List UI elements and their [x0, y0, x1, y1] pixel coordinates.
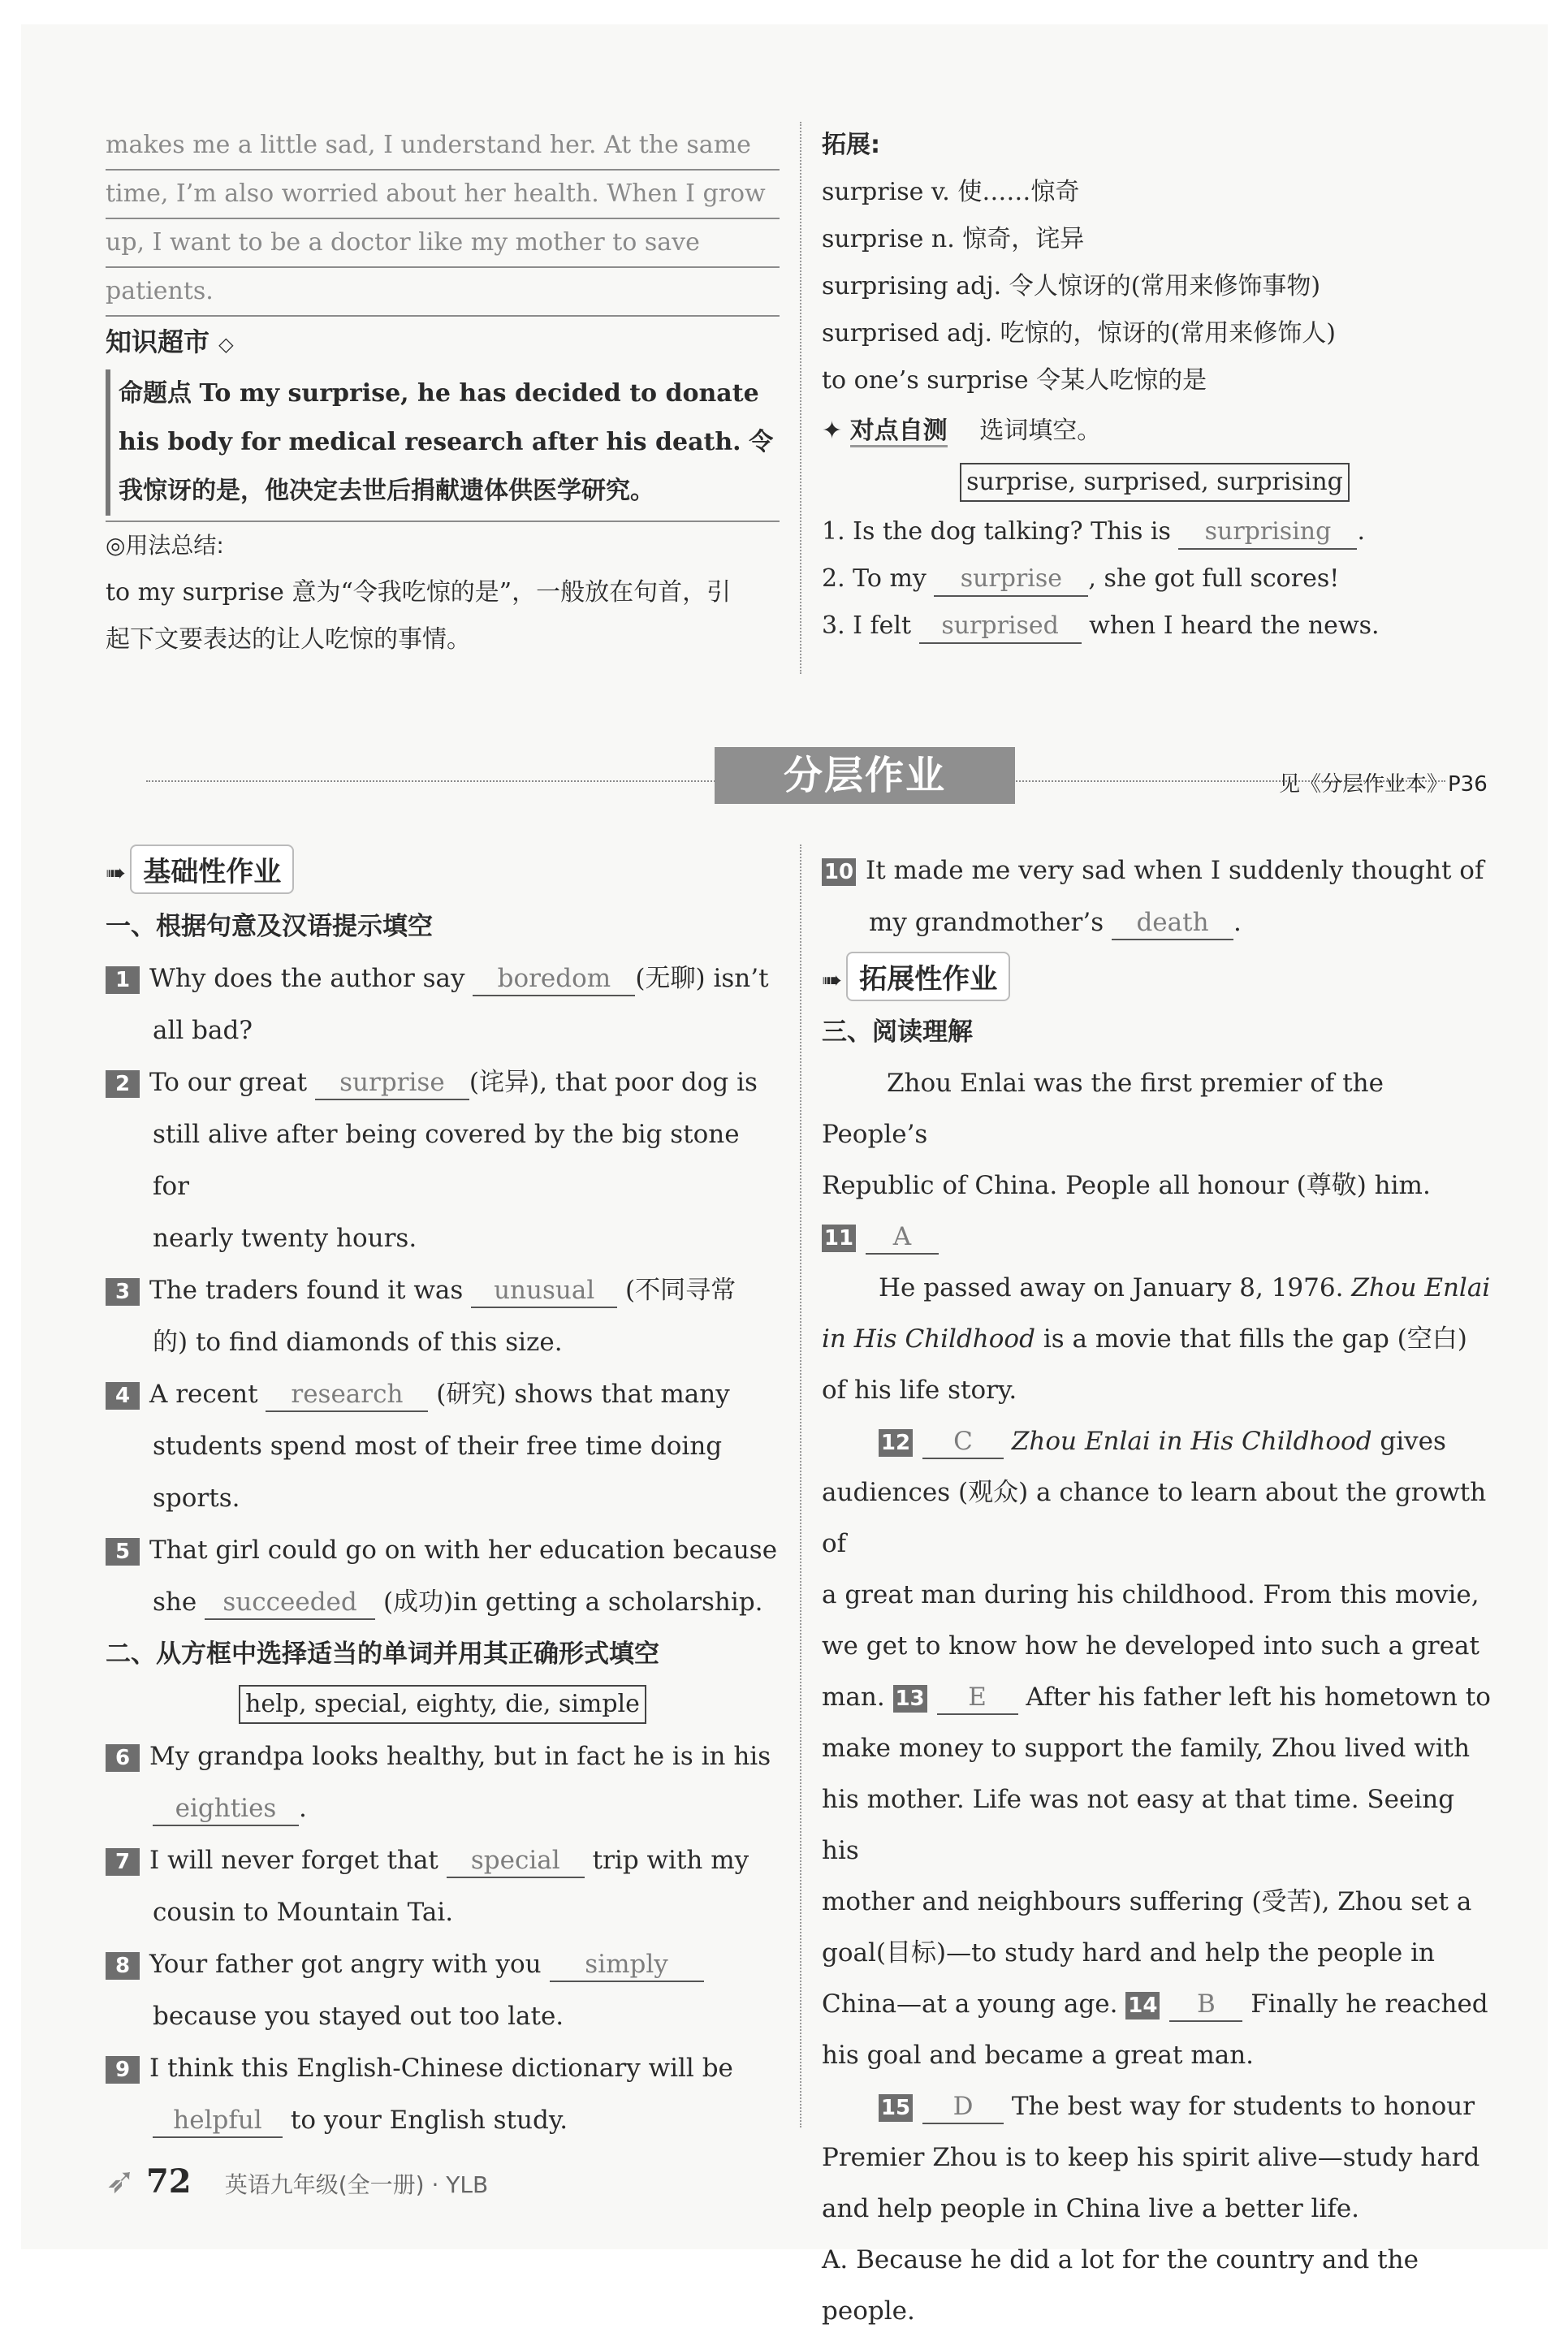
passage-line: his mother. Life was not easy at that time. Seeing his: [822, 1785, 1455, 1865]
question-hint: (无聊): [635, 964, 706, 993]
question-text: my grandmother’s: [869, 908, 1104, 937]
passage-line: man.: [822, 1683, 885, 1712]
question-text: sports.: [153, 1484, 240, 1513]
passage-line: mother and neighbours suffering (受苦), Zhou set a: [822, 1887, 1472, 1916]
extension-item: to one’s surprise 令某人吃惊的是: [822, 366, 1207, 395]
passage-line: He passed away on January 8, 1976.: [879, 1273, 1344, 1302]
answer-blank[interactable]: surprise: [315, 1066, 469, 1100]
handwritten-passage: [106, 122, 780, 317]
question-text: when I heard the news.: [1089, 611, 1380, 640]
diamond-icon: ◇: [218, 333, 234, 356]
selftest-label: 对点自测: [850, 417, 948, 447]
answer-blank[interactable]: A: [866, 1220, 939, 1255]
page-number: 72: [145, 2162, 192, 2201]
basic-title: 基础性作业: [130, 845, 294, 894]
question-text: all bad?: [153, 1016, 253, 1045]
question-text: students spend most of their free time doing: [153, 1432, 723, 1461]
answer-blank[interactable]: boredom: [473, 962, 635, 996]
answer-blank[interactable]: E: [937, 1681, 1018, 1715]
part2-title: 二、从方框中选择适当的单词并用其正确形式填空: [106, 1639, 659, 1669]
passage-line: make money to support the family, Zhou lived with: [822, 1734, 1471, 1763]
question-text: .: [1233, 908, 1242, 937]
passage-line: and help people in China live a better life.: [822, 2194, 1360, 2223]
usage-text-1: to my surprise 意为“令我吃惊的是”，一般放在句首，引: [106, 578, 732, 607]
movie-title: Zhou Enlai: [1351, 1273, 1491, 1302]
question-text: Why does the author say: [149, 964, 465, 993]
question-text: 的) to find diamonds of this size.: [153, 1328, 563, 1357]
passage-line: his goal and became a great man.: [822, 2041, 1255, 2070]
question-number: 7: [106, 1848, 140, 1876]
question-3: [106, 1264, 780, 1316]
question-number: 2: [106, 1070, 140, 1098]
question-hint: (诧异): [469, 1068, 540, 1097]
question-7: [106, 1834, 780, 1886]
passage-line: we get to know how he developed into such a great: [822, 1631, 1479, 1661]
question-text: trip with my: [592, 1846, 749, 1875]
question-number: 13: [893, 1685, 927, 1713]
passage-line: goal(目标)—to study hard and help the people in: [822, 1938, 1435, 1968]
extension-item: surprising adj. 令人惊讶的(常用来修饰事物): [822, 272, 1321, 300]
question-5: [106, 1524, 780, 1576]
option-a: A. Because he did a lot for the country and the people.: [822, 2245, 1419, 2326]
question-number: 12: [879, 1429, 913, 1457]
answer-blank[interactable]: eighties: [153, 1792, 299, 1826]
question-2: [106, 1056, 780, 1108]
movie-title: Zhou Enlai in His Childhood: [1011, 1427, 1372, 1456]
passage-line: Finally he reached: [1251, 1989, 1488, 2019]
question-number: 4: [106, 1382, 140, 1410]
question-text: because you stayed out too late.: [153, 2002, 564, 2031]
question-text: shows that many: [514, 1380, 730, 1409]
question-text: to your English study.: [290, 2106, 568, 2135]
handwritten-line: makes me a little sad, I understand her. At the same: [106, 122, 780, 171]
basic-homework-column: [106, 845, 780, 2146]
usage-text-2: 起下文要表达的让人吃惊的事情。: [106, 625, 471, 654]
question-text: My grandpa looks healthy, but in fact he is in his: [149, 1742, 771, 1771]
passage-line: is a movie that fills the gap (空白): [1043, 1324, 1467, 1354]
answer-blank[interactable]: death: [1112, 906, 1233, 940]
question-text: nearly twenty hours.: [153, 1224, 417, 1253]
question-text: Your father got angry with you: [149, 1950, 542, 1979]
sparkle-icon: ✦: [822, 417, 843, 445]
knowledge-title: 知识超市: [106, 326, 210, 357]
topic-sentence-zh: 令我惊讶的是，他决定去世后捐献遗体供医学研究。: [119, 428, 774, 505]
question-1: [106, 953, 780, 1004]
bird-logo-icon: ➶: [106, 2160, 136, 2201]
question-text: A recent: [149, 1380, 258, 1409]
section-banner: 分层作业: [715, 747, 1015, 804]
question-text: It made me very sad when I suddenly thought of: [866, 856, 1484, 885]
passage-line: of his life story.: [822, 1376, 1017, 1405]
extension-item: surprised adj. 吃惊的，惊讶的(常用来修饰人): [822, 319, 1336, 348]
question-text: she: [153, 1588, 197, 1617]
passage-line: Premier Zhou is to keep his spirit alive—study hard: [822, 2143, 1480, 2172]
question-10: [822, 845, 1496, 896]
answer-blank[interactable]: helpful: [153, 2104, 283, 2138]
question-hint: (成功): [382, 1588, 454, 1617]
question-text: .: [1357, 517, 1366, 546]
reading-passage: [822, 1058, 1496, 2337]
handwritten-line: up, I want to be a doctor like my mother to save: [106, 219, 780, 268]
answer-blank[interactable]: succeeded: [205, 1586, 375, 1620]
question-text: I think this English-Chinese dictionary will be: [149, 2054, 733, 2083]
question-text: cousin to Mountain Tai.: [153, 1898, 454, 1927]
movie-title: in His Childhood: [822, 1324, 1035, 1354]
column-divider: [800, 122, 801, 674]
passage-line: Republic of China. People all honour (尊敬) him.: [822, 1171, 1431, 1200]
extension-title: 拓展:: [822, 131, 880, 159]
question-6: [106, 1730, 780, 1782]
question-hint: (不同寻常: [625, 1276, 736, 1305]
topic-label: 命题点: [119, 379, 192, 408]
question-number: 9: [106, 2056, 140, 2084]
extension-item: surprise v. 使……惊奇: [822, 178, 1080, 206]
arrow-icon: ➠: [106, 859, 127, 888]
question-number: 11: [822, 1225, 856, 1252]
question-number: 14: [1125, 1992, 1160, 2019]
question-8: [106, 1938, 780, 1990]
answer-blank[interactable]: C: [922, 1425, 1004, 1459]
answer-blank[interactable]: special: [447, 1844, 585, 1878]
topic-sentence-en: To my surprise, he has decided to donate his body for medical research after his death.: [119, 379, 759, 456]
question-text: 1. Is the dog talking? This is: [822, 517, 1171, 546]
handwritten-line: time, I’m also worried about her health. When I grow: [106, 171, 780, 219]
question-4: [106, 1368, 780, 1420]
question-number: 3: [106, 1278, 140, 1306]
column-divider: [800, 845, 801, 2127]
question-number: 5: [106, 1538, 140, 1566]
question-text: still alive after being covered by the big stone for: [153, 1120, 740, 1201]
question-text: .: [299, 1794, 307, 1823]
usage-title: ◎用法总结:: [106, 532, 224, 559]
question-text: The traders found it was: [149, 1276, 464, 1305]
part1-title: 一、根据句意及汉语提示填空: [106, 912, 433, 941]
passage-line: The best way for students to honour: [1011, 2092, 1475, 2121]
passage-line: After his father left his hometown to: [1026, 1683, 1491, 1712]
extended-title: 拓展性作业: [846, 952, 1010, 1001]
question-text: , she got full scores!: [1088, 564, 1340, 593]
answer-blank[interactable]: surprise: [934, 563, 1088, 597]
passage-line: gives: [1380, 1427, 1446, 1456]
question-text: isn’t: [713, 964, 769, 993]
answer-blank[interactable]: surprised: [919, 610, 1082, 644]
page-footer: [106, 2160, 488, 2201]
answer-blank[interactable]: surprising: [1178, 516, 1357, 550]
question-text: , that poor dog is: [539, 1068, 758, 1097]
passage-line: China—at a young age.: [822, 1989, 1118, 2019]
question-text: I will never forget that: [149, 1846, 438, 1875]
answer-blank[interactable]: D: [922, 2090, 1004, 2124]
extension-item: surprise n. 惊奇，诧异: [822, 225, 1085, 253]
answer-blank[interactable]: research: [266, 1378, 428, 1412]
question-text: That girl could go on with her education because: [149, 1536, 778, 1565]
question-text: 2. To my: [822, 564, 927, 593]
question-text: in getting a scholarship.: [453, 1588, 763, 1617]
question-number: 10: [822, 858, 856, 886]
question-number: 1: [106, 966, 140, 994]
question-number: 15: [879, 2094, 913, 2122]
question-text: 3. I felt: [822, 611, 912, 640]
top-right-column: [822, 122, 1488, 650]
selftest-instruction: 选词填空。: [979, 417, 1102, 445]
book-title: 英语九年级(全一册) · YLB: [224, 2171, 489, 2198]
passage-line: audiences (观众) a chance to learn about the growth of: [822, 1478, 1487, 1558]
word-box: surprise, surprised, surprising: [960, 463, 1350, 502]
handwritten-line: patients.: [106, 268, 780, 317]
question-9: [106, 2042, 780, 2094]
passage-line: a great man during his childhood. From this movie,: [822, 1580, 1479, 1609]
question-hint: (研究): [436, 1380, 507, 1409]
top-left-column: [106, 122, 780, 663]
question-text: To our great: [149, 1068, 308, 1097]
answer-blank[interactable]: B: [1169, 1988, 1242, 2022]
passage-line: Zhou Enlai was the first premier of the People’s: [822, 1069, 1384, 1149]
section-ref: 见《分层作业本》P36: [1279, 772, 1488, 797]
word-box: help, special, eighty, die, simple: [239, 1685, 646, 1724]
arrow-icon: ➠: [822, 966, 843, 995]
part3-title: 三、阅读理解: [822, 1017, 973, 1047]
extended-homework-column: [822, 845, 1496, 2337]
answer-blank[interactable]: unusual: [471, 1274, 617, 1308]
question-number: 8: [106, 1952, 140, 1980]
answer-blank[interactable]: simply: [550, 1948, 704, 1982]
question-number: 6: [106, 1744, 140, 1772]
